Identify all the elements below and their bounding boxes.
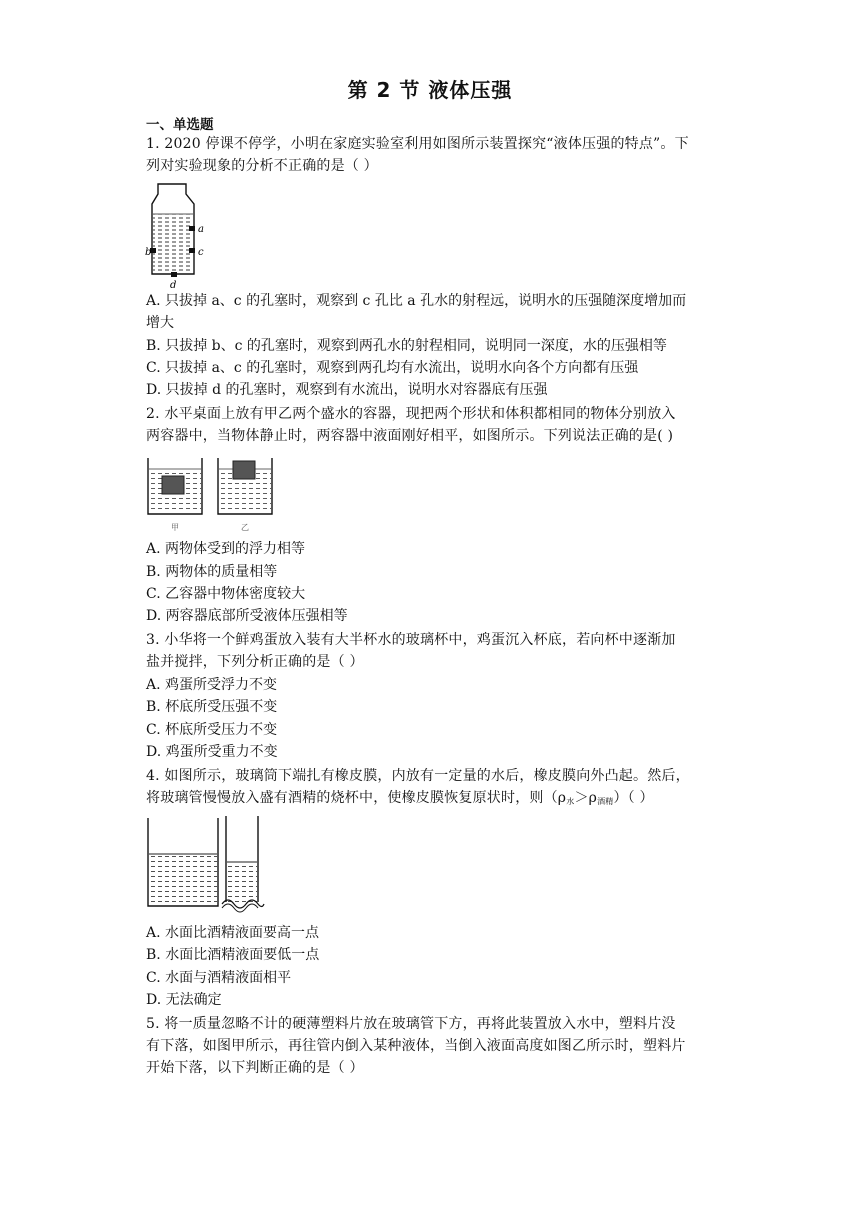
q3-option-d: D. 鸡蛋所受重力不变 [146, 744, 278, 760]
q1-label-a: a [198, 224, 204, 235]
q1-option-d: D. 只拔掉 d 的孔塞时，观察到有水流出，说明水对容器底有压强 [146, 382, 548, 398]
q1-container-figure [144, 180, 214, 290]
q4-line2-pre: 将玻璃管慢慢放入盛有酒精的烧杯中，使橡皮膜恢复原状时，则（ρ [146, 790, 567, 806]
q1-label-d: d [170, 280, 177, 290]
q2-option-b: B. 两物体的质量相等 [146, 564, 278, 580]
q3-option-b: B. 杯底所受压强不变 [146, 699, 278, 715]
q2-option-c: C. 乙容器中物体密度较大 [146, 586, 306, 602]
q2-stem-line-2: 两容器中，当物体静止时，两容器中液面刚好相平，如图所示。下列说法正确的是( ) [146, 428, 674, 444]
q5-stem-line-1: 5. 将一质量忽略不计的硬薄塑料片放在玻璃管下方，再将此装置放入水中，塑料片没 [146, 1016, 676, 1032]
q5-stem-line-2: 有下落，如图甲所示，再往管内倒入某种液体，当倒入液面高度如图乙所示时，塑料片 [146, 1038, 686, 1054]
q1-stem-line-1: 1. 2020 停课不停学，小明在家庭实验室利用如图所示装置探究“液体压强的特点”。下 [146, 136, 689, 152]
q3-option-c: C. 杯底所受压力不变 [146, 722, 278, 738]
q2-stem-line-1: 2. 水平桌面上放有甲乙两个盛水的容器，现把两个形状和体积都相同的物体分别放入 [146, 406, 676, 422]
q2-containers-figure [144, 456, 284, 536]
q2-option-a: A. 两物体受到的浮力相等 [146, 541, 306, 557]
q3-stem-line-2: 盐并搅拌，下列分析正确的是（ ） [146, 654, 364, 670]
q4-option-d: D. 无法确定 [146, 992, 222, 1008]
q2-option-d: D. 两容器底部所受液体压强相等 [146, 608, 348, 624]
q4-option-b: B. 水面比酒精液面要低一点 [146, 947, 320, 963]
q5-stem-line-3: 开始下落，以下判断正确的是（ ） [146, 1060, 364, 1076]
q2-label-yi: 乙 [241, 523, 249, 532]
q4-line2-post: ）（ ） [613, 790, 654, 806]
q1-option-b: B. 只拔掉 b、c 的孔塞时，观察到两孔水的射程相同，说明同一深度，水的压强相等 [146, 338, 667, 354]
q3-option-a: A. 鸡蛋所受浮力不变 [146, 677, 278, 693]
q4-option-a: A. 水面比酒精液面要高一点 [146, 925, 320, 941]
q4-stem-line-1: 4. 如图所示，玻璃筒下端扎有橡皮膜，内放有一定量的水后，橡皮膜向外凸起。然后， [146, 768, 690, 784]
q4-option-c: C. 水面与酒精液面相平 [146, 970, 292, 986]
page-title: 第 2 节 液体压强 [347, 78, 513, 102]
q1-option-c: C. 只拔掉 a、c 的孔塞时，观察到两孔均有水流出，说明水向各个方向都有压强 [146, 360, 639, 376]
q4-sub-alcohol: 酒精 [597, 797, 614, 806]
q1-option-a: A. 只拔掉 a、c 的孔塞时，观察到 c 孔比 a 孔水的射程远，说明水的压强随深度增加而 [146, 293, 687, 309]
q4-stem-line-2 [146, 787, 716, 813]
q3-stem-line-1: 3. 小华将一个鲜鸡蛋放入装有大半杯水的玻璃杯中，鸡蛋沉入杯底，若向杯中逐渐加 [146, 632, 676, 648]
section-heading: 一、单选题 [146, 117, 214, 133]
q4-sub-water: 水 [566, 797, 575, 806]
q4-tube-figure [144, 814, 274, 924]
q1-stem-line-2: 列对实验现象的分析不正确的是（ ） [146, 158, 378, 174]
q1-option-a-cont: 增大 [146, 315, 174, 331]
q4-gt: ＞ρ [574, 790, 598, 806]
q2-label-jia: 甲 [171, 523, 179, 532]
q1-label-c: c [198, 247, 204, 258]
q1-label-b: b [145, 247, 152, 258]
